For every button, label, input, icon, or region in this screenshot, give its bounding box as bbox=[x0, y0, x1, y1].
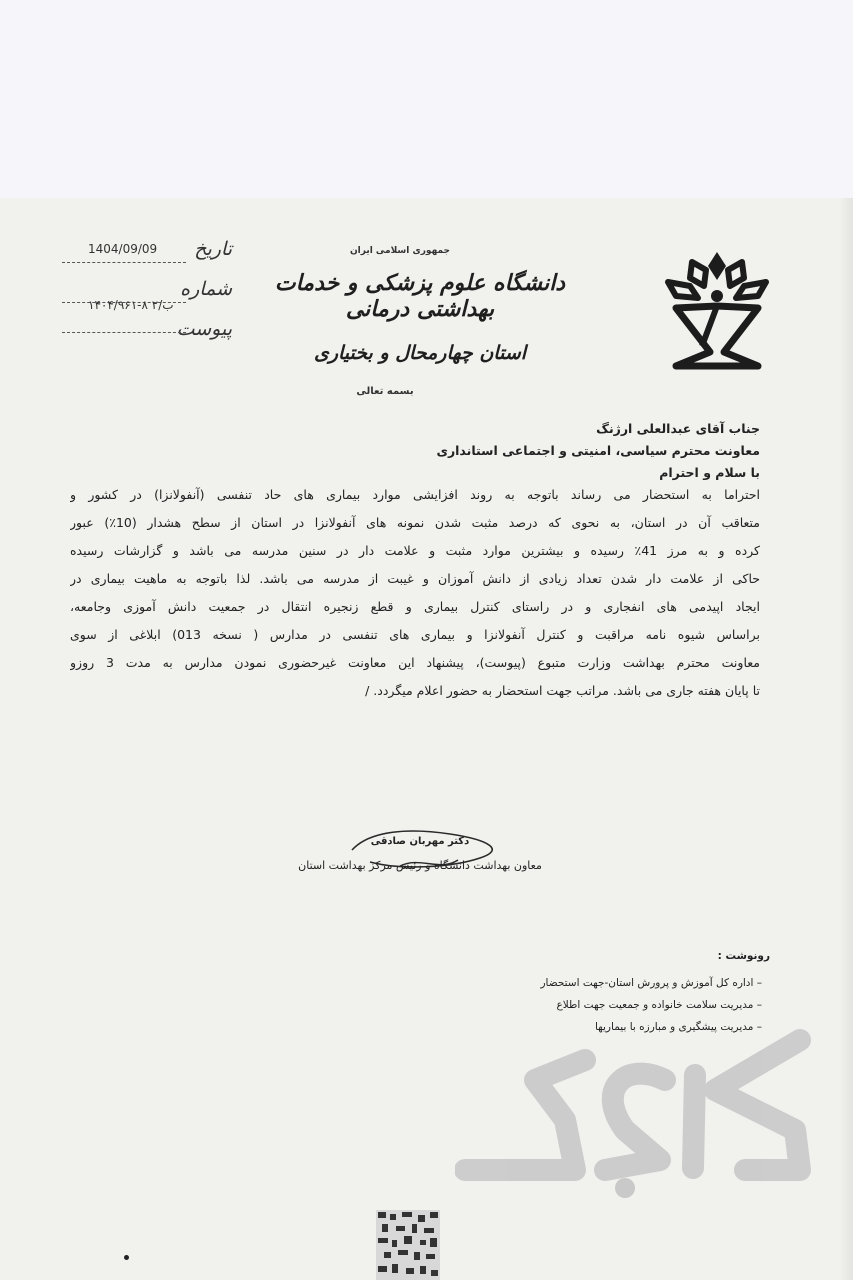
date-line bbox=[62, 262, 186, 263]
qr-code-icon bbox=[376, 1210, 440, 1280]
body-line: ایجاد اپیدمی های انفجاری و در راستای کنترل بیماری و قطع زنجیره انتقال در جمعیت دانش آموزی وجامعه، bbox=[70, 599, 760, 614]
body-line: براساس شیوه نامه مراقبت و کنترل آنفولانزا و بیماری های تنفسی در مدارس ( نسخه 013) ابلاغی از سوی bbox=[70, 627, 760, 642]
cc-title: رونوشت : bbox=[717, 950, 770, 962]
province-name: استان چهارمحال و بختیاری bbox=[313, 342, 527, 364]
cc-item: – اداره کل آموزش و پرورش استان-جهت استحضار bbox=[380, 972, 762, 994]
body-line: متعاقب آن در استان، به نحوی که درصد مثبت شدن نمونه های آنفولانزا در استان از سطح هشدار (10٪) عبور bbox=[70, 515, 760, 530]
attachment-line bbox=[62, 332, 186, 333]
body-line: حاکی از علامت دار شدن تعداد زیادی از دانش آموزان و غیبت از مدرسه می باشد. لذا باتوجه به ماهیت بیماری در bbox=[70, 571, 760, 586]
recipient-title: معاونت محترم سیاسی، امنیتی و اجتماعی استانداری bbox=[436, 443, 760, 458]
university-name: دانشگاه علوم پزشکی و خدمات بهداشتی درمانی bbox=[274, 270, 566, 322]
signer-title: معاون بهداشت دانشگاه و رئیس مرکز بهداشت استان bbox=[298, 859, 542, 872]
paper-edge-shadow bbox=[839, 198, 853, 1280]
letter-body bbox=[70, 418, 760, 702]
number-label: شماره bbox=[180, 278, 232, 300]
date-row bbox=[62, 238, 232, 278]
cc-item: – مدیریت سلامت خانواده و جمعیت جهت اطلاع bbox=[380, 994, 762, 1016]
recipient-name: جناب آقای عبدالعلی ارژنگ bbox=[596, 421, 760, 436]
body-paragraph bbox=[70, 484, 760, 702]
number-row bbox=[62, 278, 232, 318]
ink-dot bbox=[124, 1255, 129, 1260]
body-line: تا پایان هفته جاری می باشد. مراتب جهت استحضار به حضور اعلام میگردد. / bbox=[365, 683, 760, 698]
body-line: احتراما به استحضار می رساند باتوجه به روند افزایشی موارد بیماری های حاد تنفسی (آنفولانزا) در کشور و bbox=[70, 487, 760, 502]
attachment-row bbox=[62, 318, 232, 358]
cc-item: – مدیریت پیشگیری و مبارزه با بیماریها bbox=[380, 1016, 762, 1038]
kobak-watermark-logo-icon bbox=[455, 1020, 815, 1210]
date-label: تاریخ bbox=[194, 238, 232, 260]
signer-name: دکتر مهربان صادقی bbox=[370, 836, 470, 847]
attachment-label: پیوست bbox=[176, 318, 232, 340]
letterhead bbox=[250, 246, 590, 364]
date-value: 1404/09/09 bbox=[88, 242, 158, 256]
basmala: بسمه تعالی bbox=[356, 386, 414, 397]
university-logo-icon bbox=[662, 248, 772, 372]
signature-block bbox=[260, 836, 580, 872]
letter-meta bbox=[62, 238, 232, 358]
republic-label: جمهوری اسلامی ایران bbox=[349, 246, 451, 256]
greeting: با سلام و احترام bbox=[659, 465, 760, 480]
body-line: کرده و به مرز 41٪ رسیده و بیشترین موارد مثبت و علامت دار در سنین مدرسه می باشد و گزارشات رسیده bbox=[70, 543, 760, 558]
body-line: معاونت محترم بهداشت وزارت متبوع (پیوست)، پیشنهاد این معاونت غیرحضوری نمودن مدارس به مدت 3 روزو bbox=[70, 655, 760, 670]
screenshot-top-blank bbox=[0, 0, 853, 198]
number-value: ۱۴۰۴/۹۶۱-۸ ب/۲ bbox=[88, 298, 174, 312]
